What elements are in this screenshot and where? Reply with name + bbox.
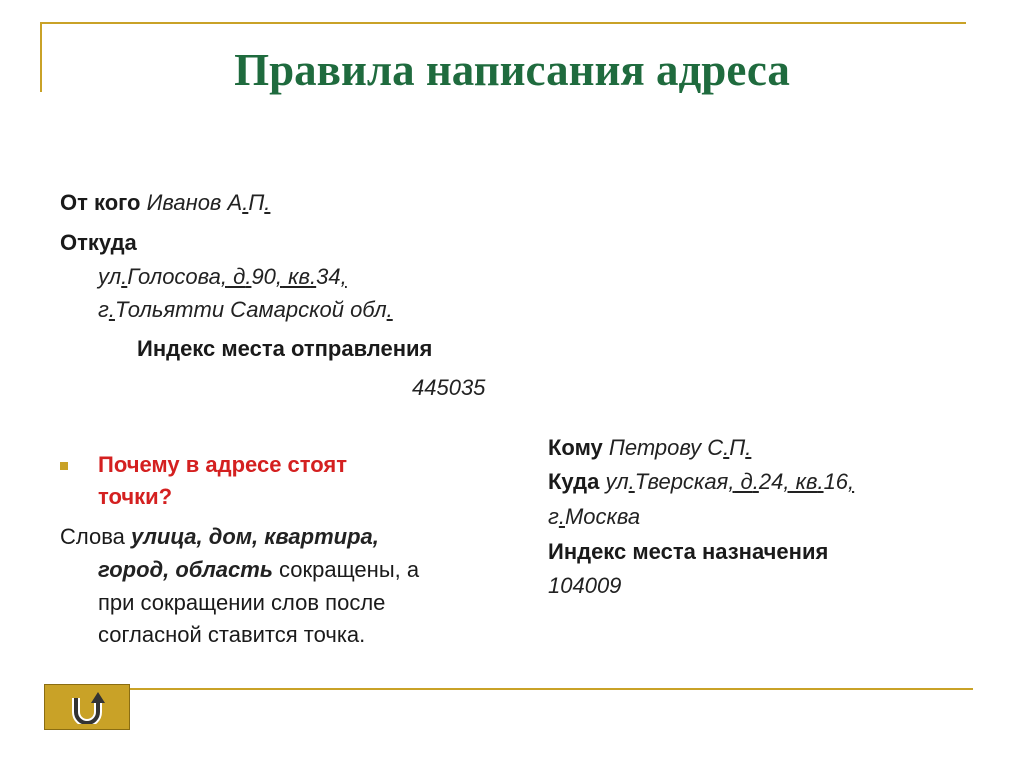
sender-name: Иванов А.П.: [146, 190, 271, 215]
explanation-line-1: Слова улица, дом, квартира,: [60, 524, 379, 549]
question-line-1: Почему в адресе стоят: [98, 452, 348, 477]
page-title: Правила написания адреса: [234, 45, 790, 95]
recipient-index-value: 104009: [548, 573, 622, 598]
frame-top-line: [40, 22, 966, 24]
question-line-2: точки?: [98, 484, 173, 509]
recipient-where-line: [548, 467, 854, 497]
explanation-line-3: при сокращении слов после: [98, 590, 386, 615]
recipient-to-line: [548, 433, 751, 463]
sender-from-line: [60, 188, 270, 218]
recipient-city: г.Москва: [548, 504, 641, 529]
bottom-divider: [130, 688, 973, 690]
recipient-street: ул.Тверская, д.24, кв.16,: [605, 469, 855, 494]
return-button[interactable]: [44, 684, 130, 730]
from-label: От кого: [60, 190, 141, 215]
sender-city: г.Тольятти Самарской обл.: [98, 297, 393, 322]
explanation-line-4: согласной ставится точка.: [98, 622, 366, 647]
sender-index-value: 445035: [412, 375, 486, 400]
sender-where-label: Откуда: [60, 230, 137, 255]
bullet-square-icon: [60, 462, 68, 470]
sender-street: ул.Голосова, д.90, кв.34,: [98, 264, 347, 289]
where-label: Куда: [548, 469, 600, 494]
recipient-name: Петрову С.П.: [608, 435, 752, 460]
to-label: Кому: [548, 435, 603, 460]
recipient-index-label: Индекс места назначения: [548, 539, 829, 564]
return-arrow-icon: [69, 690, 105, 724]
sender-index-label: Индекс места отправления: [137, 336, 433, 361]
explanation-line-2: город, область сокращены, а: [98, 557, 420, 582]
